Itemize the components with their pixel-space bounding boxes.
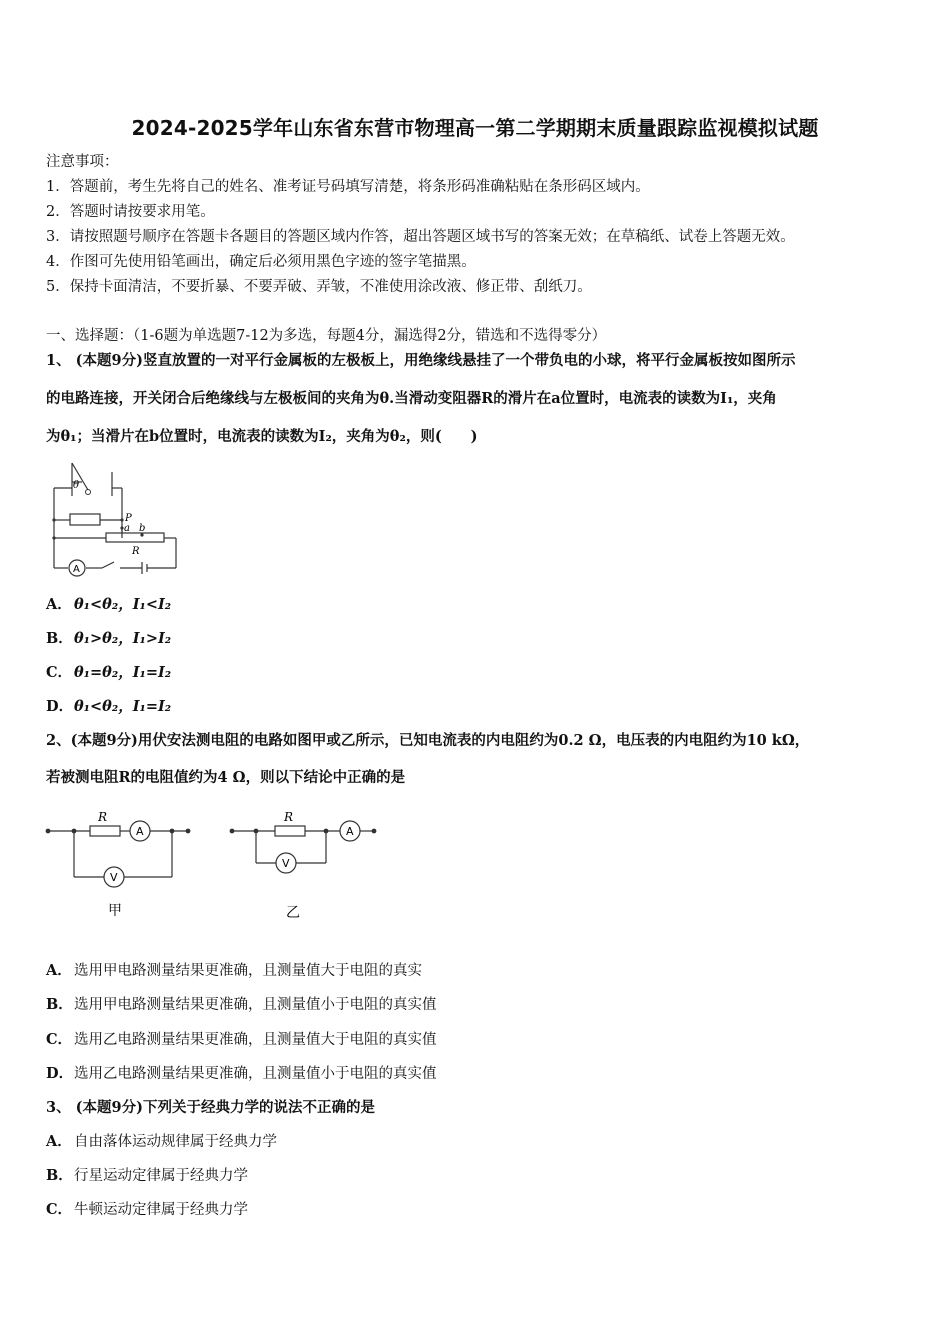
point-b-label: b [139,523,146,534]
point-a-label: a [124,523,130,534]
circuit-jia-caption: 甲 [108,903,122,919]
option-text: θ₁=θ₂，I₁=I₂ [74,664,172,681]
ammeter-label: A [346,825,354,838]
option-key: C． [46,1201,73,1218]
question-3-option [46,1200,248,1220]
question-1-option [46,595,171,615]
resistor-R-label: R [98,810,108,824]
option-text: 选用甲电路测量结果更准确，且测量值大于电阻的真实 [74,963,422,979]
resistor-R-label: R [284,810,294,824]
notice-item: 1．答题前，考生先将自己的姓名、准考证号码填写清楚，将条形码准确粘贴在条形码区域内。 [46,179,650,195]
theta-label: θ [73,480,80,491]
notice-item: 3．请按照题号顺序在答题卡各题目的答题区域内作答，超出答题区域书写的答案无效；在草稿纸、试卷上答题无效。 [46,229,795,245]
option-key: B． [46,1167,73,1184]
circuit-figure-q2 [40,805,385,925]
notice-item: 5．保持卡面清洁，不要折暴、不要弄破、弄皱，不准使用涂改液、修正带、刮纸刀。 [46,279,592,295]
question-2-option [46,961,422,981]
question-3-option [46,1132,277,1152]
question-1-text: 的电路连接，开关闭合后绝缘线与左极板间的夹角为θ.当滑动变阻器R的滑片在a位置时，电流表的读数为I₁，夹角 [46,390,777,407]
slider-P-label: P [125,513,132,524]
option-key: B． [46,996,73,1013]
page-title: 2024-2025学年山东省东营市物理高一第二学期期末质量跟踪监视模拟试题 [131,116,819,140]
notice-heading: 注意事项： [46,154,119,170]
question-2-option [46,1030,437,1050]
option-key: A． [46,1133,72,1150]
question-2-text: 若被测电阻R的电阻值约为4 Ω，则以下结论中正确的是 [46,769,406,786]
question-2-option [46,1064,437,1084]
question-1-option [46,629,171,649]
circuit-yi-caption: 乙 [286,905,300,921]
option-text: 牛顿运动定律属于经典力学 [74,1202,248,1218]
option-text: 选用甲电路测量结果更准确，且测量值小于电阻的真实值 [74,997,437,1013]
option-text: θ₁<θ₂，I₁<I₂ [74,596,172,613]
question-2-option [46,995,437,1015]
option-key: C． [46,1031,73,1048]
voltmeter-label: V [110,871,118,884]
option-text: 选用乙电路测量结果更准确，且测量值小于电阻的真实值 [74,1066,437,1082]
option-text: θ₁<θ₂，I₁=I₂ [74,698,172,715]
option-text: 行星运动定律属于经典力学 [74,1168,248,1184]
question-1-text: 为θ₁；当滑片在b位置时，电流表的读数为I₂，夹角为θ₂，则( ) [46,428,478,445]
option-key: C． [46,664,73,681]
notice-item: 4．作图可先使用铅笔画出，确定后必须用黑色字迹的签字笔描黑。 [46,254,476,270]
question-1-option [46,663,171,683]
ammeter-label: A [73,564,80,575]
question-1-option [46,697,171,717]
option-key: D． [46,1065,74,1082]
option-key: A． [46,596,72,613]
option-key: B． [46,630,73,647]
option-text: θ₁>θ₂，I₁>I₂ [74,630,172,647]
ammeter-label: A [136,825,144,838]
question-1-text: 1、 (本题9分)竖直放置的一对平行金属板的左极板上，用绝缘线悬挂了一个带负电的小球，将平行金属板按如图所示 [46,352,796,369]
option-text: 自由落体运动规律属于经典力学 [74,1134,277,1150]
section-heading: 一、选择题：（1-6题为单选题7-12为多选，每题4分，漏选得2分，错选和不选得零分） [46,328,607,344]
question-3-option [46,1166,248,1186]
notice-item: 2．答题时请按要求用笔。 [46,204,215,220]
question-2-text: 2、(本题9分)用伏安法测电阻的电路如图甲或乙所示，已知电流表的内电阻约为0.2 Ω，电压表的内电阻约为10 kΩ， [46,732,810,749]
rheostat-R-label: R [132,546,140,557]
option-key: D． [46,698,74,715]
question-3-text: 3、 (本题9分)下列关于经典力学的说法不正确的是 [46,1099,375,1116]
option-key: A． [46,962,72,979]
voltmeter-label: V [282,857,290,870]
circuit-figure-q1 [40,458,190,580]
option-text: 选用乙电路测量结果更准确，且测量值大于电阻的真实值 [74,1032,437,1048]
